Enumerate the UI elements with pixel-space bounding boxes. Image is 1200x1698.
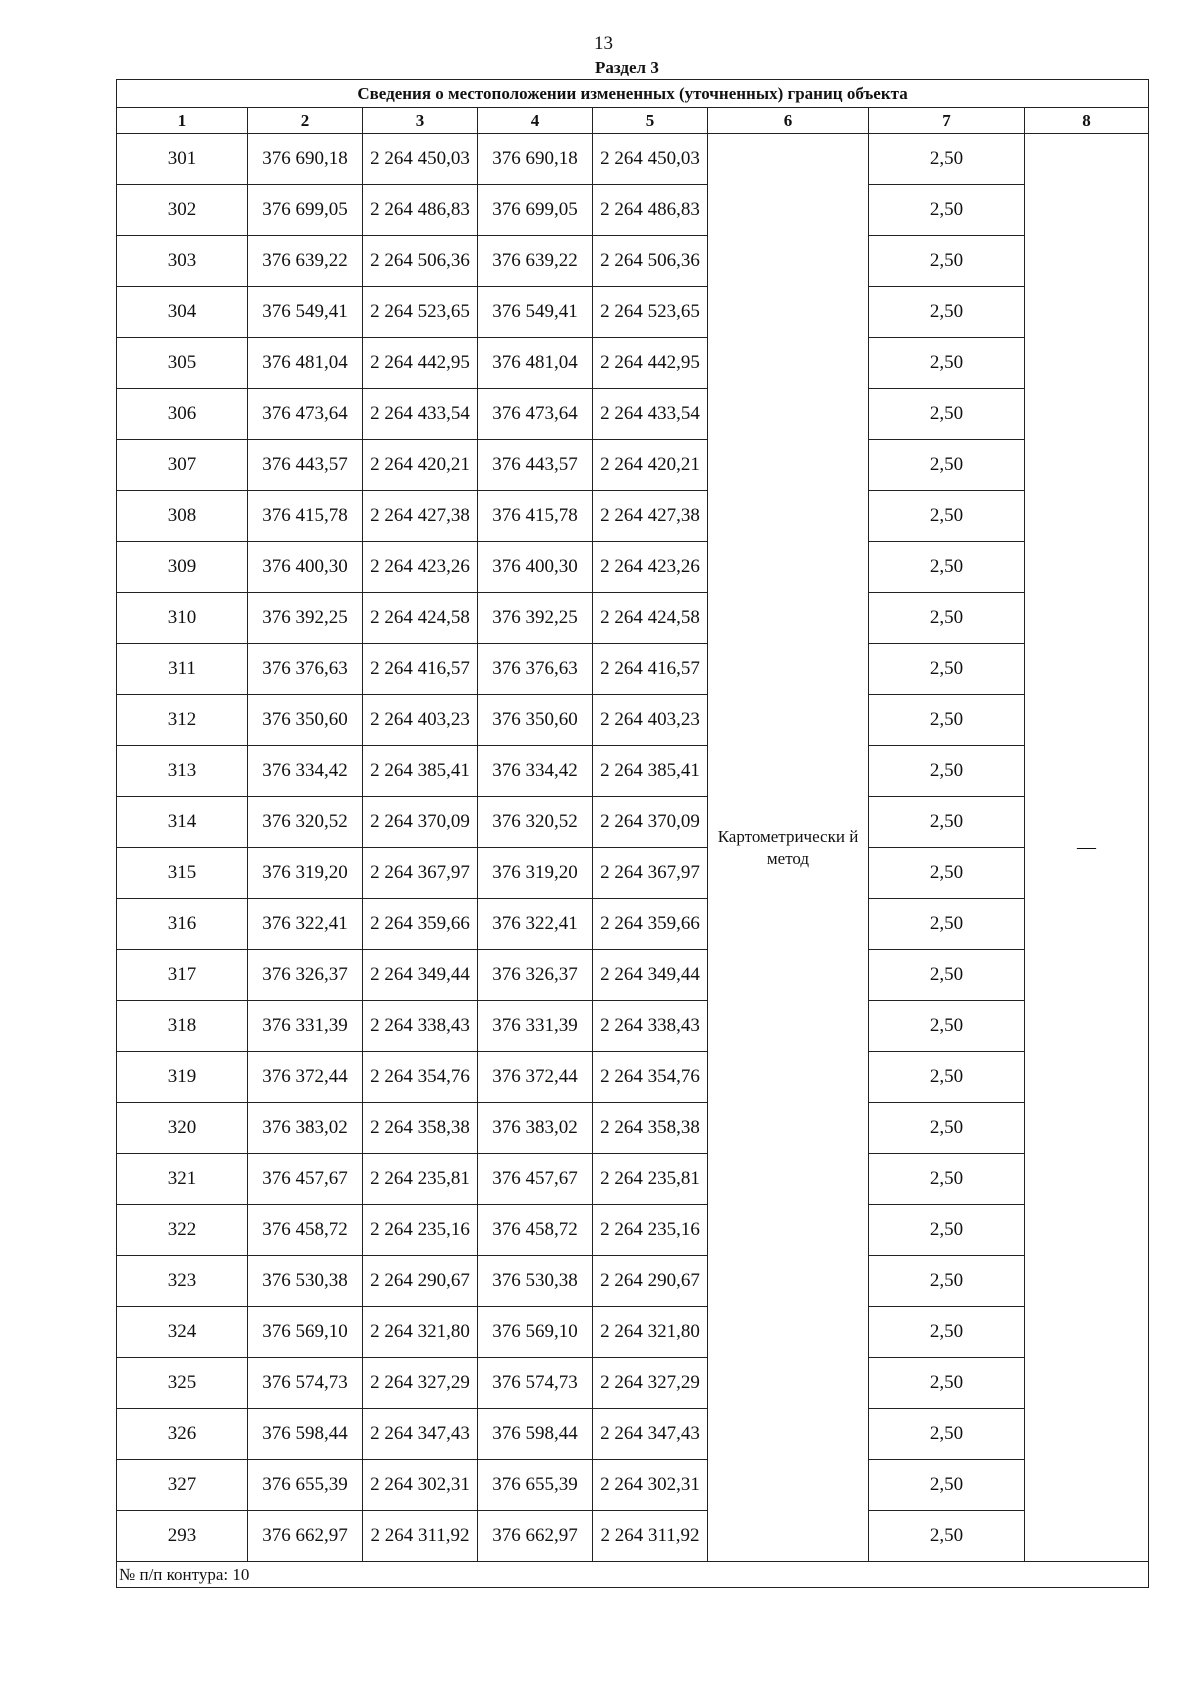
table-cell: 376 326,37 <box>248 950 363 1001</box>
table-cell: 2 264 367,97 <box>593 848 708 899</box>
table-cell: 376 400,30 <box>248 542 363 593</box>
table-cell: 2,50 <box>869 542 1025 593</box>
table-cell: 2 264 321,80 <box>363 1307 478 1358</box>
table-cell: 376 376,63 <box>248 644 363 695</box>
table-cell: 376 458,72 <box>248 1205 363 1256</box>
table-cell: 376 372,44 <box>478 1052 593 1103</box>
table-cell: 2 264 302,31 <box>363 1460 478 1511</box>
table-cell: 376 392,25 <box>478 593 593 644</box>
column-header: 5 <box>593 108 708 134</box>
table-cell: 293 <box>117 1511 248 1562</box>
table-cell: 2 264 235,16 <box>593 1205 708 1256</box>
table-row <box>117 542 1149 593</box>
table-cell: 311 <box>117 644 248 695</box>
table-cell: 376 699,05 <box>248 185 363 236</box>
table-cell: 2 264 359,66 <box>593 899 708 950</box>
table-cell: 376 457,67 <box>248 1154 363 1205</box>
table-cell: 376 530,38 <box>478 1256 593 1307</box>
table-cell: 2,50 <box>869 1460 1025 1511</box>
table-row <box>117 1460 1149 1511</box>
table-row <box>117 1358 1149 1409</box>
table-cell: 2,50 <box>869 287 1025 338</box>
table-cell: 2 264 370,09 <box>593 797 708 848</box>
table-cell: 2,50 <box>869 1001 1025 1052</box>
table-cell: 376 376,63 <box>478 644 593 695</box>
table-cell: 2 264 349,44 <box>363 950 478 1001</box>
table-cell: 376 334,42 <box>478 746 593 797</box>
column-header: 3 <box>363 108 478 134</box>
table-cell: 2 264 359,66 <box>363 899 478 950</box>
table-cell: 376 549,41 <box>478 287 593 338</box>
table-cell: 376 473,64 <box>478 389 593 440</box>
table-cell: 376 331,39 <box>248 1001 363 1052</box>
table-cell: 2 264 450,03 <box>363 134 478 185</box>
table-cell: 2 264 420,21 <box>593 440 708 491</box>
table-cell: 2 264 349,44 <box>593 950 708 1001</box>
table-cell: 305 <box>117 338 248 389</box>
table-cell: 322 <box>117 1205 248 1256</box>
table-cell: 309 <box>117 542 248 593</box>
table-cell: 2,50 <box>869 644 1025 695</box>
table-cell: 2 264 506,36 <box>363 236 478 287</box>
table-cell: 376 569,10 <box>478 1307 593 1358</box>
table-cell: 376 350,60 <box>248 695 363 746</box>
table-cell: 2 264 358,38 <box>363 1103 478 1154</box>
table-cell: 327 <box>117 1460 248 1511</box>
table-cell: 2 264 506,36 <box>593 236 708 287</box>
table-cell: 2 264 367,97 <box>363 848 478 899</box>
table-cell: 376 322,41 <box>478 899 593 950</box>
table-row <box>117 797 1149 848</box>
table-cell: 2 264 358,38 <box>593 1103 708 1154</box>
column-header: 8 <box>1025 108 1149 134</box>
table-cell: 2 264 420,21 <box>363 440 478 491</box>
table-row <box>117 644 1149 695</box>
table-cell: 313 <box>117 746 248 797</box>
table-cell: 2 264 433,54 <box>363 389 478 440</box>
table-cell: 324 <box>117 1307 248 1358</box>
table-cell: 376 415,78 <box>248 491 363 542</box>
table-row <box>117 440 1149 491</box>
table-row <box>117 1103 1149 1154</box>
table-row <box>117 287 1149 338</box>
table-cell: 326 <box>117 1409 248 1460</box>
table-cell: 376 372,44 <box>248 1052 363 1103</box>
contour-number: № п/п контура: 10 <box>117 1562 1149 1588</box>
table-row <box>117 389 1149 440</box>
table-cell: 2 264 450,03 <box>593 134 708 185</box>
table-cell: 2,50 <box>869 746 1025 797</box>
table-cell: 304 <box>117 287 248 338</box>
table-row <box>117 848 1149 899</box>
table-row <box>117 950 1149 1001</box>
table-cell: 2,50 <box>869 1511 1025 1562</box>
table-cell: 2 264 385,41 <box>593 746 708 797</box>
table-cell: 2 264 486,83 <box>363 185 478 236</box>
table-cell: 2 264 424,58 <box>363 593 478 644</box>
table-cell: 376 319,20 <box>248 848 363 899</box>
table-cell: 2,50 <box>869 491 1025 542</box>
table-cell: 2 264 235,81 <box>363 1154 478 1205</box>
table-cell: 2 264 442,95 <box>593 338 708 389</box>
table-cell: 376 655,39 <box>248 1460 363 1511</box>
table-cell: 2,50 <box>869 1205 1025 1256</box>
table-cell: 312 <box>117 695 248 746</box>
table-cell: 376 639,22 <box>248 236 363 287</box>
table-cell: 2,50 <box>869 338 1025 389</box>
table-cell: 376 569,10 <box>248 1307 363 1358</box>
table-row <box>117 185 1149 236</box>
table-cell: 315 <box>117 848 248 899</box>
column-header: 4 <box>478 108 593 134</box>
table-cell: 314 <box>117 797 248 848</box>
table-cell: 2 264 347,43 <box>363 1409 478 1460</box>
table-row <box>117 593 1149 644</box>
table-cell: 2 264 311,92 <box>363 1511 478 1562</box>
table-cell: 317 <box>117 950 248 1001</box>
table-cell: 376 598,44 <box>478 1409 593 1460</box>
table-cell: 2 264 424,58 <box>593 593 708 644</box>
table-row <box>117 1052 1149 1103</box>
table-cell: 376 699,05 <box>478 185 593 236</box>
table-cell: 2 264 403,23 <box>363 695 478 746</box>
table-cell: 376 383,02 <box>478 1103 593 1154</box>
table-cell: 2 264 311,92 <box>593 1511 708 1562</box>
table-row <box>117 491 1149 542</box>
table-cell: 376 481,04 <box>478 338 593 389</box>
table-cell: 2 264 354,76 <box>593 1052 708 1103</box>
table-cell: 376 400,30 <box>478 542 593 593</box>
table-cell: 2 264 523,65 <box>593 287 708 338</box>
table-cell: 2 264 416,57 <box>593 644 708 695</box>
table-cell: 2 264 338,43 <box>363 1001 478 1052</box>
table-cell: 376 443,57 <box>248 440 363 491</box>
table-cell: 376 319,20 <box>478 848 593 899</box>
table-cell: 376 334,42 <box>248 746 363 797</box>
table-row <box>117 1256 1149 1307</box>
table-cell: 376 415,78 <box>478 491 593 542</box>
table-row <box>117 134 1149 185</box>
method-cell: Картометрически й метод <box>708 134 869 1562</box>
table-cell: 310 <box>117 593 248 644</box>
column-header: 2 <box>248 108 363 134</box>
table-row <box>117 1154 1149 1205</box>
table-cell: 2 264 327,29 <box>363 1358 478 1409</box>
table-cell: 321 <box>117 1154 248 1205</box>
table-cell: 325 <box>117 1358 248 1409</box>
table-cell: 2 264 442,95 <box>363 338 478 389</box>
column-header: 1 <box>117 108 248 134</box>
table-cell: 376 322,41 <box>248 899 363 950</box>
table-cell: 376 383,02 <box>248 1103 363 1154</box>
table-cell: 2,50 <box>869 236 1025 287</box>
table-cell: 2 264 427,38 <box>593 491 708 542</box>
table-cell: 2,50 <box>869 1256 1025 1307</box>
column8-cell: — <box>1025 134 1149 1562</box>
table-cell: 376 457,67 <box>478 1154 593 1205</box>
table-row <box>117 1307 1149 1358</box>
table-row <box>117 338 1149 389</box>
table-cell: 2,50 <box>869 848 1025 899</box>
table-cell: 376 639,22 <box>478 236 593 287</box>
table-cell: 2 264 433,54 <box>593 389 708 440</box>
table-cell: 376 473,64 <box>248 389 363 440</box>
table-cell: 2,50 <box>869 1307 1025 1358</box>
table-cell: 308 <box>117 491 248 542</box>
table-cell: 376 392,25 <box>248 593 363 644</box>
table-cell: 301 <box>117 134 248 185</box>
table-cell: 2 264 416,57 <box>363 644 478 695</box>
table-cell: 376 331,39 <box>478 1001 593 1052</box>
table-row <box>117 1205 1149 1256</box>
table-cell: 2,50 <box>869 797 1025 848</box>
table-cell: 2 264 427,38 <box>363 491 478 542</box>
table-cell: 376 530,38 <box>248 1256 363 1307</box>
table-cell: 376 690,18 <box>478 134 593 185</box>
table-row <box>117 1001 1149 1052</box>
table-cell: 2 264 347,43 <box>593 1409 708 1460</box>
table-cell: 2,50 <box>869 1409 1025 1460</box>
table-cell: 316 <box>117 899 248 950</box>
table-row <box>117 695 1149 746</box>
boundary-table <box>116 79 1149 1588</box>
table-cell: 302 <box>117 185 248 236</box>
column-header: 6 <box>708 108 869 134</box>
table-cell: 2,50 <box>869 1052 1025 1103</box>
table-cell: 2,50 <box>869 695 1025 746</box>
table-cell: 2 264 290,67 <box>593 1256 708 1307</box>
table-cell: 376 481,04 <box>248 338 363 389</box>
table-cell: 2 264 523,65 <box>363 287 478 338</box>
table-cell: 376 320,52 <box>248 797 363 848</box>
table-cell: 2,50 <box>869 134 1025 185</box>
table-caption: Сведения о местоположении измененных (уточненных) границ объекта <box>117 80 1149 108</box>
table-cell: 376 350,60 <box>478 695 593 746</box>
table-cell: 376 326,37 <box>478 950 593 1001</box>
table-cell: 376 458,72 <box>478 1205 593 1256</box>
table-cell: 2 264 338,43 <box>593 1001 708 1052</box>
table-cell: 319 <box>117 1052 248 1103</box>
table-cell: 2 264 403,23 <box>593 695 708 746</box>
table-cell: 2 264 370,09 <box>363 797 478 848</box>
table-body <box>117 134 1149 1562</box>
table-cell: 2,50 <box>869 950 1025 1001</box>
table-cell: 2,50 <box>869 1154 1025 1205</box>
table-cell: 303 <box>117 236 248 287</box>
table-cell: 2,50 <box>869 389 1025 440</box>
table-cell: 2 264 486,83 <box>593 185 708 236</box>
table-row <box>117 746 1149 797</box>
table-cell: 2,50 <box>869 899 1025 950</box>
table-row <box>117 899 1149 950</box>
column-header: 7 <box>869 108 1025 134</box>
table-cell: 2,50 <box>869 593 1025 644</box>
table-cell: 323 <box>117 1256 248 1307</box>
table-row <box>117 1409 1149 1460</box>
table-cell: 2 264 327,29 <box>593 1358 708 1409</box>
table-cell: 2,50 <box>869 440 1025 491</box>
table-cell: 376 443,57 <box>478 440 593 491</box>
table-cell: 2 264 235,81 <box>593 1154 708 1205</box>
table-cell: 376 662,97 <box>248 1511 363 1562</box>
table-cell: 307 <box>117 440 248 491</box>
table-cell: 376 690,18 <box>248 134 363 185</box>
table-cell: 320 <box>117 1103 248 1154</box>
table-cell: 2,50 <box>869 1358 1025 1409</box>
table-cell: 2 264 354,76 <box>363 1052 478 1103</box>
table-cell: 376 655,39 <box>478 1460 593 1511</box>
table-cell: 2 264 235,16 <box>363 1205 478 1256</box>
table-cell: 2 264 290,67 <box>363 1256 478 1307</box>
table-cell: 318 <box>117 1001 248 1052</box>
table-cell: 2 264 302,31 <box>593 1460 708 1511</box>
table-cell: 376 662,97 <box>478 1511 593 1562</box>
table-cell: 376 574,73 <box>248 1358 363 1409</box>
table-cell: 2 264 423,26 <box>593 542 708 593</box>
table-row <box>117 1511 1149 1562</box>
table-cell: 2,50 <box>869 185 1025 236</box>
table-cell: 376 320,52 <box>478 797 593 848</box>
table-row <box>117 236 1149 287</box>
table-cell: 2,50 <box>869 1103 1025 1154</box>
table-cell: 2 264 385,41 <box>363 746 478 797</box>
table-cell: 376 549,41 <box>248 287 363 338</box>
table-cell: 376 574,73 <box>478 1358 593 1409</box>
table-cell: 2 264 321,80 <box>593 1307 708 1358</box>
column-header-row <box>117 108 1149 134</box>
table-cell: 376 598,44 <box>248 1409 363 1460</box>
table-cell: 306 <box>117 389 248 440</box>
table-cell: 2 264 423,26 <box>363 542 478 593</box>
